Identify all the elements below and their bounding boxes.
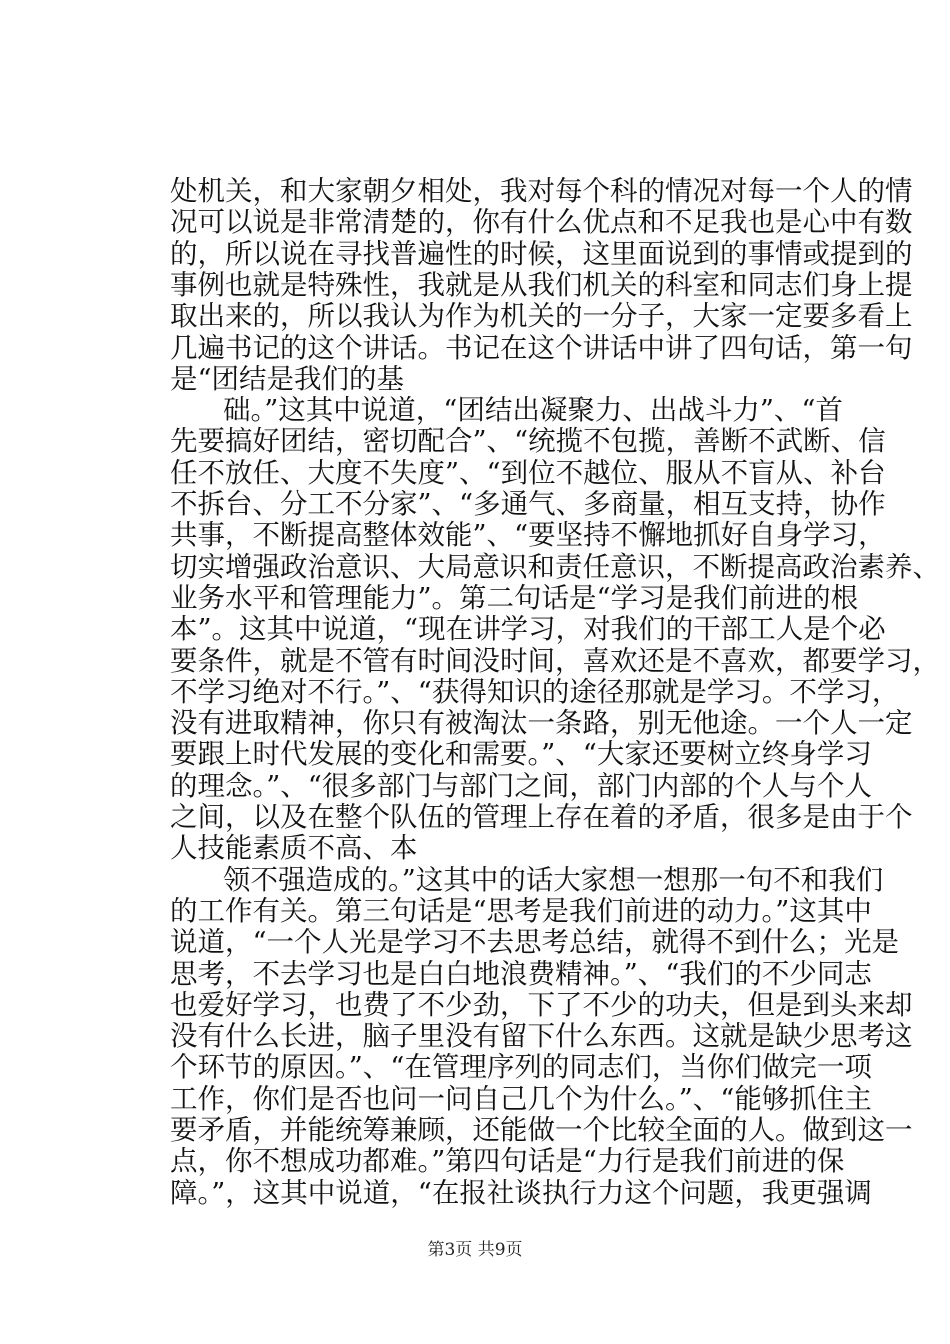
text-line: 先要搞好团结，密切配合”、“统揽不包揽，善断不武断、信 — [170, 425, 886, 458]
text-line: 不学习绝对不行。”、“获得知识的途径那就是学习。不学习， — [170, 675, 900, 708]
text-line: 说道，“一个人光是学习不去思考总结，就得不到什么；光是 — [170, 926, 900, 959]
text-line: 础。”这其中说道，“团结出凝聚力、出战斗力”、“首 — [223, 394, 843, 427]
text-line: 是“团结是我们的基 — [170, 362, 405, 395]
text-line: 要条件，就是不管有时间没时间，喜欢还是不喜欢，都要学习， — [170, 644, 940, 677]
text-line: 没有进取精神，你只有被淘汰一条路，别无他途。一个人一定 — [170, 707, 913, 740]
text-line: 的工作有关。第三句话是“思考是我们前进的动力。”这其中 — [170, 894, 872, 927]
page-number-footer: 第3页 共9页 — [427, 1240, 523, 1260]
text-line: 本”。这其中说道，“现在讲学习，对我们的干部工人是个必 — [170, 613, 886, 646]
text-line: 的，所以说在寻找普遍性的时候，这里面说到的事情或提到的 — [170, 237, 913, 270]
text-line: 没有什么长进，脑子里没有留下什么东西。这就是缺少思考这 — [170, 1020, 913, 1053]
text-line: 工作，你们是否也问一问自己几个为什么。”、“能够抓住主 — [170, 1082, 872, 1115]
text-line: 取出来的，所以我认为作为机关的一分子，大家一定要多看上 — [170, 300, 913, 333]
text-line: 之间，以及在整个队伍的管理上存在着的矛盾，很多是由于个 — [170, 801, 913, 833]
text-line: 也爱好学习，也费了不少劲，下了不少的功夫，但是到头来却 — [170, 988, 913, 1021]
text-line: 人技能素质不高、本 — [170, 832, 418, 865]
text-line: 的理念。”、“很多部门与部门之间，部门内部的个人与个人 — [170, 769, 872, 802]
text-line: 要跟上时代发展的变化和需要。”、“大家还要树立终身学习 — [170, 738, 872, 771]
text-line: 切实增强政治意识、大局意识和责任意识，不断提高政治素养、 — [170, 550, 940, 583]
text-line: 点，你不想成功都难。”第四句话是“力行是我们前进的保 — [170, 1145, 845, 1178]
text-line: 障。”，这其中说道，“在报社谈执行力这个问题，我更强调 — [170, 1176, 872, 1209]
text-line: 个环节的原因。”、“在管理序列的同志们，当你们做完一项 — [170, 1051, 872, 1084]
text-line: 处机关，和大家朝夕相处，我对每个科的情况对每一个人的情 — [170, 175, 913, 207]
text-line: 领不强造成的。”这其中的话大家想一想那一句不和我们 — [223, 863, 884, 896]
text-line: 业务水平和管理能力”。第二句话是“学习是我们前进的根 — [170, 581, 859, 614]
text-line: 思考，不去学习也是白白地浪费精神。”、“我们的不少同志 — [170, 957, 872, 990]
text-line: 几遍书记的这个讲话。书记在这个讲话中讲了四句话，第一句 — [170, 331, 913, 364]
text-line: 不拆台、分工不分家”、“多通气、多商量，相互支持，协作 — [170, 488, 886, 520]
text-line: 要矛盾，并能统筹兼顾，还能做一个比较全面的人。做到这一 — [170, 1114, 913, 1146]
text-line: 共事，不断提高整体效能”、“要坚持不懈地抓好自身学习， — [170, 519, 886, 552]
text-line: 任不放任、大度不失度”、“到位不越位、服从不盲从、补台 — [170, 456, 886, 489]
text-line: 事例也就是特殊性，我就是从我们机关的科室和同志们身上提 — [170, 268, 913, 301]
text-line: 况可以说是非常清楚的，你有什么优点和不足我也是心中有数 — [170, 206, 913, 239]
